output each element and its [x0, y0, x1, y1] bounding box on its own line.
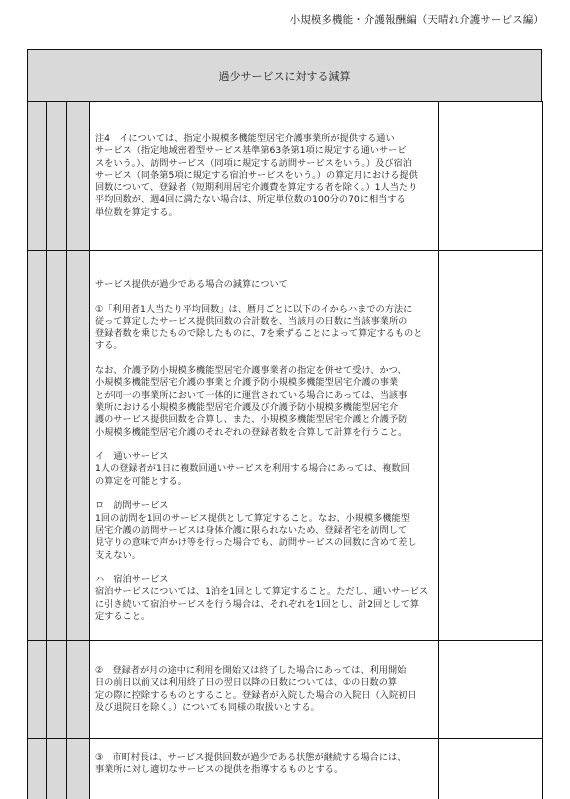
checkbox-cell	[47, 102, 67, 251]
paragraph: サービス提供が過少である場合の減算について	[95, 279, 433, 291]
checkbox-cell	[28, 102, 47, 251]
checkbox-cell	[67, 739, 90, 799]
checkbox-cell	[47, 251, 67, 641]
paragraph: ロ 訪問サービス 1回の訪問を1回のサービス提供として算定すること。なお、小規模多機能型 居宅介護の訪問サービスは身体介護に限られないため、登録者宅を訪問して 見守りの意味で声かけ等を行った場合でも、訪問サービスの回数に含めて差し 支えない。	[95, 500, 433, 561]
checkbox-cell	[47, 641, 67, 739]
paragraph: なお、介護予防小規模多機能型居宅介護事業者の指定を併せて受け、かつ、 小規模多機能型居宅介護の事業と介護予防小規模多機能型居宅介護の事業 とが同一の事業所において一体的に運営されている場合にあっては、当該事 業所における小規模多機能型居宅介護及び介護予防小規模多機能型居宅介 護のサービス提供回数を合算し、また、小規模多機能型居宅介護と介護予防 小規模多機能型居宅介護のそれぞれの登録者数を合算して計算を行うこと。	[95, 365, 433, 439]
section-title: 過少サービスに対する減算	[27, 49, 542, 101]
paragraph: イ 通いサービス 1人の登録者が1日に複数回通いサービスを利用する場合にあっては、複数回 の算定を可能とする。	[95, 451, 433, 488]
content-table	[27, 101, 543, 799]
content-cell	[90, 102, 439, 251]
paragraph: ①「利用者1人当たり平均回数」は、暦月ごとに以下のイからハまでの方法に 従って算定したサービス提供回数の合計数を、当該月の日数に当該事業所の 登録者数を乗じたもので除したものに、7を乗ずることによって算定するものと する。	[95, 304, 433, 353]
table-row	[28, 641, 543, 739]
content-cell	[90, 641, 439, 739]
notes-cell	[439, 739, 543, 799]
checkbox-cell	[28, 641, 47, 739]
paragraph: ③ 市町村長は、サービス提供回数が過少である状態が継続する場合には、 事業所に対し適切なサービスの提供を指導するものとする。	[95, 752, 433, 777]
notes-cell	[439, 251, 543, 641]
table-row	[28, 251, 543, 641]
paragraph: ② 登録者が月の途中に利用を開始又は終了した場合にあっては、利用開始 日の前日以前又は利用終了日の翌日以降の日数については、①の日数の算 定の際に控除するものとすること。登録者が入院した場合の入院日（入院初日 及び退院日を除く。）についても同様の取扱いとする。	[95, 665, 433, 714]
checkbox-cell	[28, 251, 47, 641]
paragraph: 注4 イについては、指定小規模多機能型居宅介護事業所が提供する通い サービス（指定地域密着型サービス基準第63条第1項に規定する通いサービ スをいう。）、訪問サービス（同項に規定する訪問サービスをいう。）及び宿泊 サービス（同条第5項に規定する宿泊サービスをいう。）の算定月における提供 回数について、登録者（短期利用居宅介護費を算定する者を除く。）1人当たり 平均回数が、週4回に満たない場合は、所定単位数の100分の70に相当する 単位数を算定する。	[95, 133, 433, 219]
table-row	[28, 739, 543, 799]
checkbox-cell	[67, 251, 90, 641]
checkbox-cell	[67, 641, 90, 739]
paragraph: ハ 宿泊サービス 宿泊サービスについては、1泊を1回として算定すること。ただし、通いサービス に引き続いて宿泊サービスを行う場合は、それぞれを1回とし、計2回として算 定すること。	[95, 574, 433, 623]
table-row	[28, 102, 543, 251]
checkbox-cell	[47, 739, 67, 799]
notes-cell	[439, 641, 543, 739]
checkbox-cell	[28, 739, 47, 799]
checkbox-cell	[67, 102, 90, 251]
content-cell	[90, 739, 439, 799]
notes-cell	[439, 102, 543, 251]
content-cell	[90, 251, 439, 641]
document-header: 小規模多機能・介護報酬編（天晴れ介護サービス編）	[290, 12, 544, 27]
